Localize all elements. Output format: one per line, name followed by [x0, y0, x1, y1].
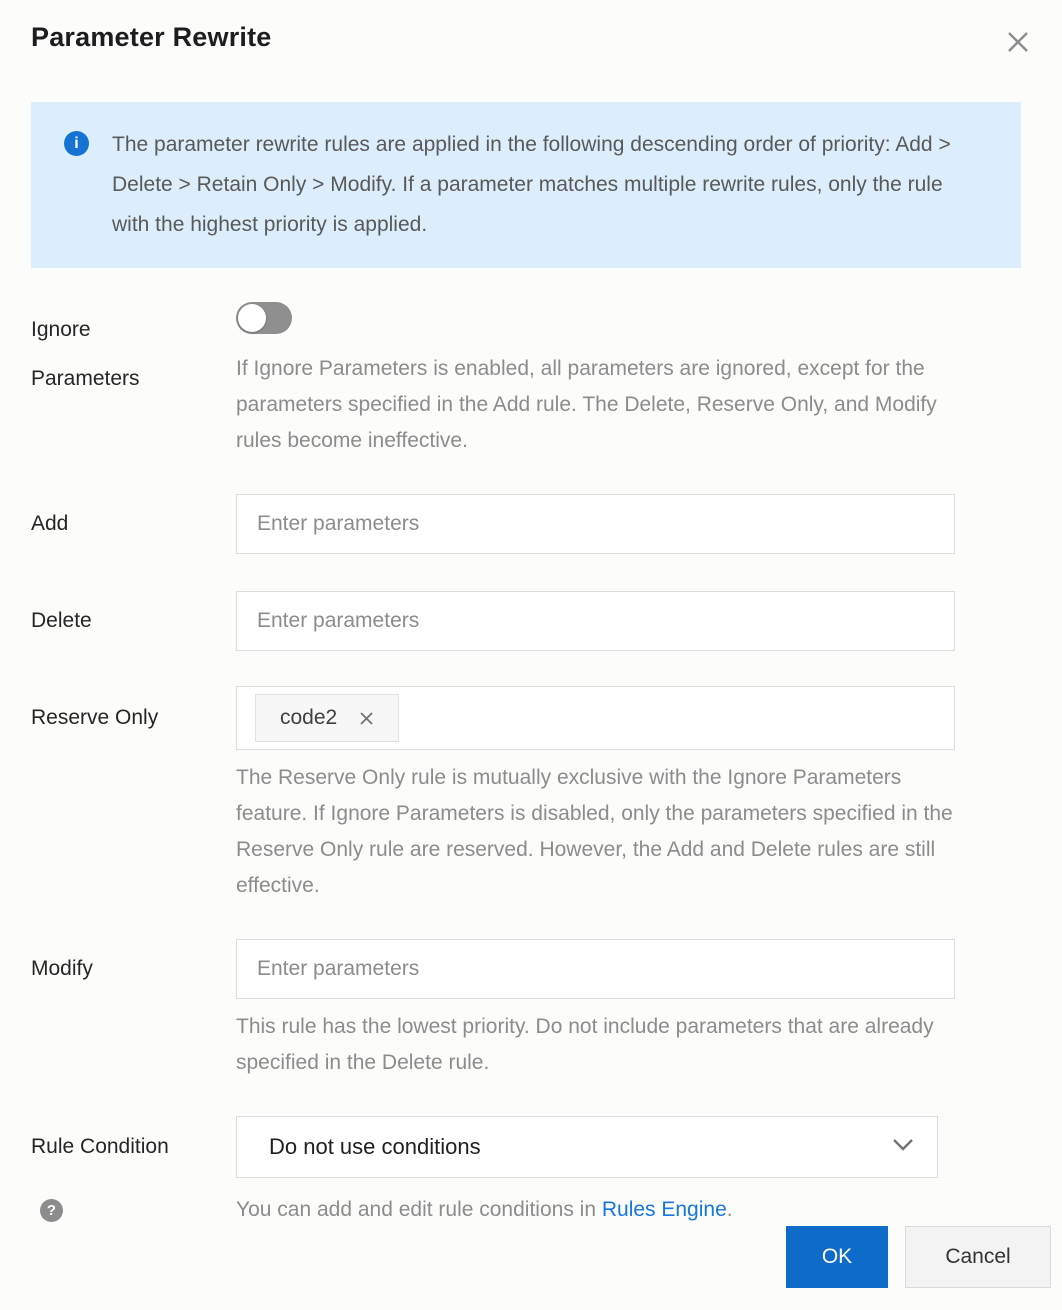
ignore-parameters-toggle[interactable]: [236, 302, 292, 334]
reserve-only-label: Reserve Only: [31, 706, 159, 729]
add-parameters-input[interactable]: [236, 494, 955, 554]
info-icon: i: [64, 131, 89, 156]
delete-parameters-input[interactable]: [236, 591, 955, 651]
cancel-button[interactable]: Cancel: [905, 1226, 1051, 1288]
parameter-rewrite-form: [0, 302, 1062, 1228]
reserve-only-row: [31, 686, 1062, 904]
close-icon: [1004, 44, 1032, 59]
rule-condition-help-row: [31, 1192, 1062, 1228]
remove-tag-icon[interactable]: [357, 709, 376, 728]
modify-parameters-input[interactable]: [236, 939, 955, 999]
add-row: [31, 494, 1062, 554]
modify-label: Modify: [31, 957, 93, 980]
modify-hint: This rule has the lowest priority. Do not include parameters that are already specified in the Delete rule.: [236, 1015, 934, 1074]
rule-condition-selected-value: Do not use conditions: [269, 1134, 481, 1159]
rule-condition-select[interactable]: [236, 1116, 938, 1178]
delete-row: [31, 591, 1062, 651]
question-mark-icon[interactable]: ?: [40, 1199, 63, 1222]
parameter-tag-text: code2: [280, 706, 338, 729]
toggle-knob: [238, 304, 266, 332]
rule-condition-row: [31, 1116, 1062, 1178]
help-text-prefix: You can add and edit rule conditions in: [236, 1198, 602, 1221]
modify-row: [31, 939, 1062, 1081]
delete-label: Delete: [31, 609, 92, 632]
ignore-parameters-label: Ignore Parameters: [31, 318, 140, 390]
reserve-only-hint: The Reserve Only rule is mutually exclusive with the Ignore Parameters feature. If Ignore Parameters is disabled, only the parameters specified in the Reserve Only rule are reserved. However, the Add and Delete rules are still effective.: [236, 766, 953, 897]
parameter-tag: [255, 694, 399, 742]
dialog-title: Parameter Rewrite: [31, 22, 272, 52]
rules-engine-link[interactable]: Rules Engine: [601, 1198, 727, 1221]
ignore-parameters-row: [31, 302, 1062, 459]
add-label: Add: [31, 512, 69, 535]
ok-button[interactable]: OK: [786, 1226, 888, 1288]
close-button[interactable]: [1000, 24, 1036, 63]
rule-condition-label: Rule Condition: [31, 1135, 169, 1158]
help-text-suffix: .: [726, 1198, 733, 1221]
rule-condition-help-text: [236, 1192, 733, 1228]
info-banner: [31, 102, 1021, 268]
reserve-only-parameters-input[interactable]: [236, 686, 955, 750]
dialog-header: [0, 22, 1062, 63]
chevron-down-icon: [891, 1137, 915, 1158]
dialog-footer: [786, 1226, 1051, 1288]
info-banner-text: The parameter rewrite rules are applied in the following descending order of priority: Add > Delete > Retain Only > Modify. If a parameter matches multiple rewrite rules, only the rule with the highest priority is applied.: [112, 133, 951, 236]
ignore-parameters-hint: If Ignore Parameters is enabled, all parameters are ignored, except for the parameters specified in the Add rule. The Delete, Reserve Only, and Modify rules become ineffective.: [236, 357, 937, 452]
